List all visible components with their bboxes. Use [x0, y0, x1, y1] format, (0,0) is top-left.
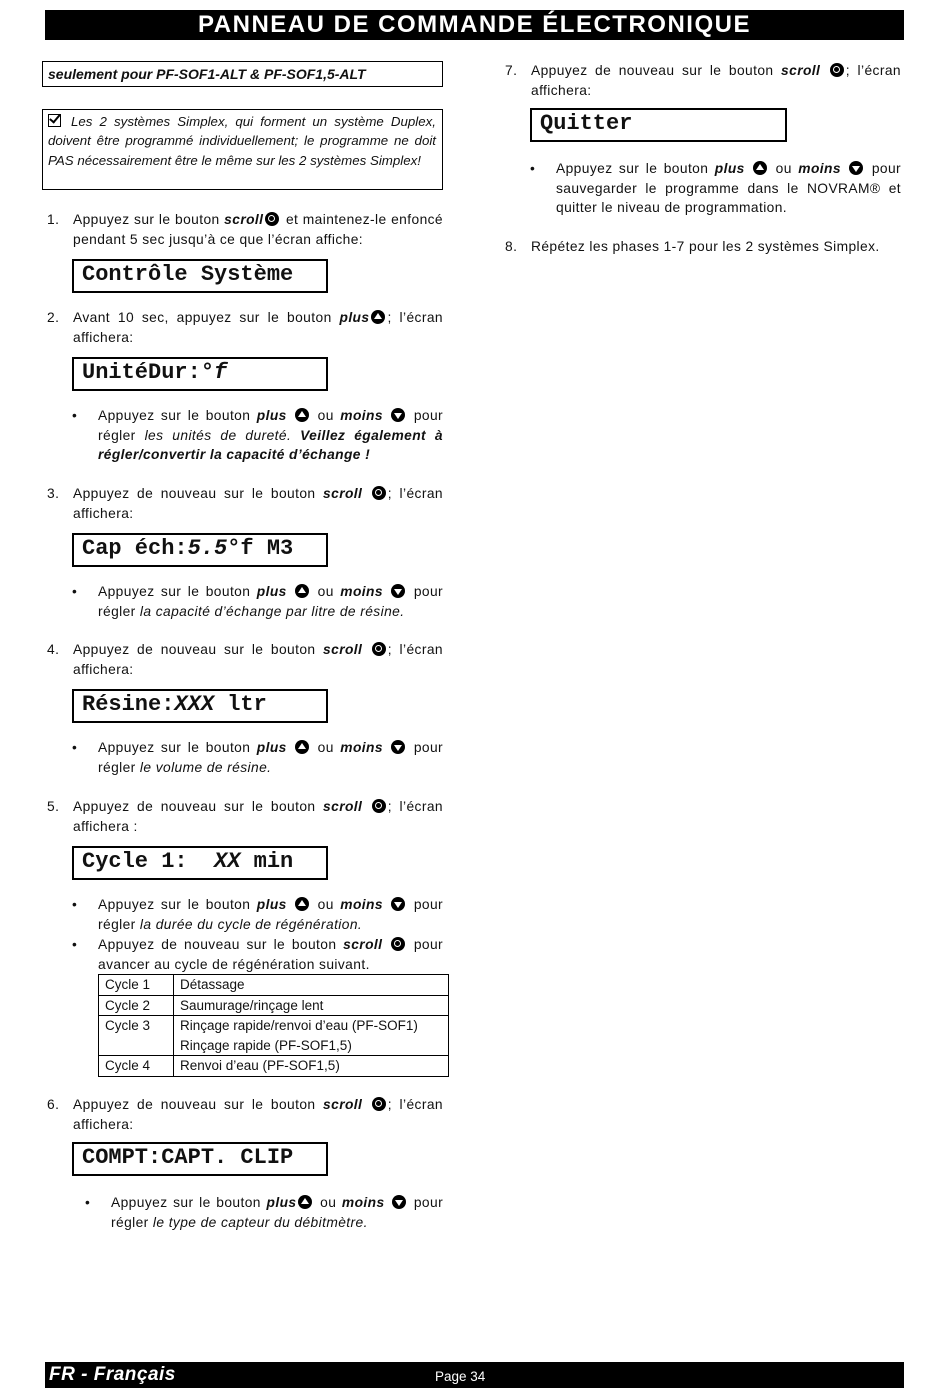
down-arrow-icon [391, 897, 405, 911]
down-arrow-icon [391, 584, 405, 598]
lcd-display-exchange-capacity: Cap éch:5.5°f M3 [72, 533, 328, 567]
step-5: 5. Appuyez de nouveau sur le bouton scroll ; l’écran affichera : [47, 799, 443, 834]
page-title: PANNEAU DE COMMANDE ÉLECTRONIQUE [45, 10, 904, 40]
table-row: Cycle 4 Renvoi d’eau (PF-SOF1,5) [99, 1056, 449, 1077]
table-row: Cycle 1 Détassage [99, 975, 449, 996]
info-note-box [42, 109, 443, 190]
scroll-button-icon [372, 642, 386, 656]
bullet-step-6: • Appuyez sur le bouton plus ou moins pour régler le type de capteur du débitmètre. [85, 1195, 444, 1230]
lcd-display-flow-meter: COMPT:CAPT. CLIP [72, 1142, 328, 1176]
up-arrow-icon [295, 740, 309, 754]
scroll-button-icon [265, 212, 279, 226]
down-arrow-icon [849, 161, 863, 175]
bullet-step-2: • Appuyez sur le bouton plus ou moins pour régler les unités de dureté. Veillez également à régler/convertir la capacité d’échange ! [72, 408, 444, 463]
scroll-button-icon [391, 937, 405, 951]
bullet-step-5: • Appuyez sur le bouton plus ou moins pour régler la durée du cycle de régénération. [72, 897, 444, 932]
lcd-display-system-control: Contrôle Système [72, 259, 328, 293]
step-7: 7. Appuyez de nouveau sur le bouton scroll ; l’écran affichera: [505, 63, 901, 98]
page-number: Page 34 [435, 1369, 486, 1384]
up-arrow-icon [295, 897, 309, 911]
model-note: seulement pour PF-SOF1-ALT & PF-SOF1,5-ALT [42, 61, 443, 87]
up-arrow-icon [371, 310, 385, 324]
footer-language: FR - Français [49, 1364, 176, 1385]
step-4: 4. Appuyez de nouveau sur le bouton scroll ; l’écran affichera: [47, 642, 443, 677]
step-3: 3. Appuyez de nouveau sur le bouton scroll ; l’écran affichera: [47, 486, 443, 521]
regeneration-cycles-table [98, 974, 449, 1077]
step-8: 8. Répétez les phases 1-7 pour les 2 systèmes Simplex. [505, 239, 880, 254]
scroll-button-icon [372, 799, 386, 813]
lcd-display-cycle-time: Cycle 1: XX min [72, 846, 328, 880]
step-1: 1. Appuyez sur le bouton scroll et maintenez-le enfoncé pendant 5 sec jusqu’à ce que l’écran affiche: [47, 212, 444, 247]
scroll-button-icon [372, 486, 386, 500]
down-arrow-icon [392, 1195, 406, 1209]
bullet-step-5-next-cycle: • Appuyez de nouveau sur le bouton scroll pour avancer au cycle de régénération suivant. [72, 937, 444, 972]
bullet-step-4: • Appuyez sur le bouton plus ou moins pour régler le volume de résine. [72, 740, 444, 775]
step-2: 2. Avant 10 sec, appuyez sur le bouton plus ; l’écran affichera: [47, 310, 443, 345]
lcd-display-hardness-unit: UnitéDur:°f [72, 357, 328, 391]
scroll-button-icon [372, 1097, 386, 1111]
down-arrow-icon [391, 408, 405, 422]
scroll-button-icon [830, 63, 844, 77]
down-arrow-icon [391, 740, 405, 754]
bullet-step-3: • Appuyez sur le bouton plus ou moins pour régler la capacité d’échange par litre de résine. [72, 584, 444, 619]
checkbox-icon [48, 114, 61, 127]
up-arrow-icon [298, 1195, 312, 1209]
table-row: Cycle 2 Saumurage/rinçage lent [99, 995, 449, 1016]
bullet-step-7: • Appuyez sur le bouton plus ou moins pour sauvegarder le programme dans le NOVRAM® et quitter le niveau de programmation. [530, 161, 902, 216]
step-6: 6. Appuyez de nouveau sur le bouton scroll ; l’écran affichera: [47, 1097, 443, 1132]
up-arrow-icon [753, 161, 767, 175]
info-note-text: Les 2 systèmes Simplex, qui forment un système Duplex, doivent être programmé individuellement; le programme ne doit PAS nécessairement être le même sur les 2 systèmes Simplex! [48, 114, 436, 168]
lcd-display-resin-volume: Résine:XXX ltr [72, 689, 328, 723]
up-arrow-icon [295, 584, 309, 598]
page-footer [45, 1362, 904, 1388]
lcd-display-quit: Quitter [530, 108, 787, 142]
table-row: Cycle 3 Rinçage rapide/renvoi d’eau (PF-SOF1) Rinçage rapide (PF-SOF1,5) [99, 1016, 449, 1056]
up-arrow-icon [295, 408, 309, 422]
